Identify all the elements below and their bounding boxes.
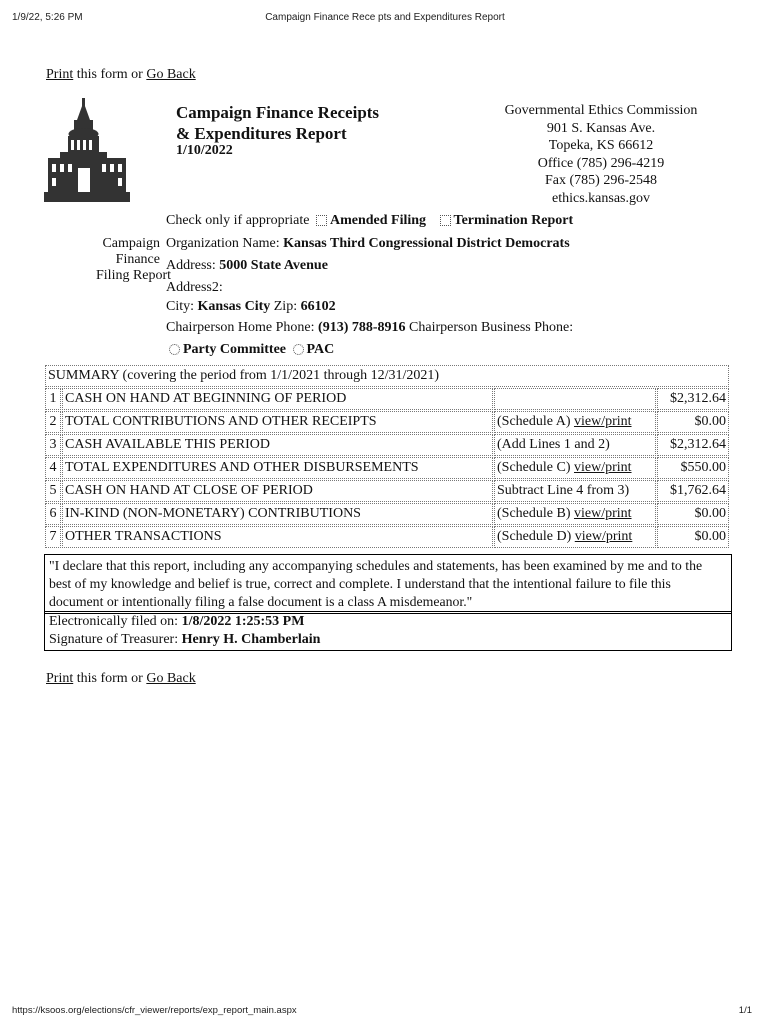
- address-value: 5000 State Avenue: [219, 258, 328, 273]
- side-label-line2: Finance: [115, 252, 160, 267]
- summary-line-label: CASH AVAILABLE THIS PERIOD: [62, 434, 493, 456]
- termination-report-checkbox[interactable]: [440, 215, 451, 226]
- agency-city: Topeka, KS 66612: [548, 138, 654, 153]
- nav-text-bottom: this form or: [73, 671, 147, 686]
- summary-table: [44, 364, 730, 549]
- declaration-text: "I declare that this report, including any accompanying schedules and statements, has been examined by me and to the best of my knowledge and belief is true, correct and complete. I understand that the intentional failure to file this document or intentionally filing a false document is a class A misdemeanor.": [44, 554, 732, 614]
- amended-filing-checkbox[interactable]: [316, 215, 327, 226]
- city-value: Kansas City: [197, 299, 271, 314]
- chair-business-phone-label: Chairperson Business Phone:: [409, 320, 574, 335]
- summary-line-number: 3: [45, 434, 61, 456]
- summary-row: [45, 434, 729, 456]
- zip-label: Zip:: [273, 299, 298, 314]
- nav-text: this form or: [73, 67, 147, 82]
- organization-name-row: [166, 236, 570, 252]
- agency-street: 901 S. Kansas Ave.: [546, 120, 656, 136]
- chair-home-phone-label: Chairperson Home Phone:: [166, 320, 315, 335]
- agency-office-phone: Office (785) 296-4219: [537, 155, 665, 171]
- summary-line-schedule: [494, 480, 656, 502]
- summary-line-number: 5: [45, 480, 61, 502]
- summary-header: SUMMARY (covering the period from 1/1/2021 through 12/31/2021): [45, 365, 729, 387]
- amended-filing-label: Amended Filing: [329, 213, 427, 228]
- summary-line-schedule: [494, 411, 656, 433]
- address2-label: Address2:: [166, 280, 223, 295]
- summary-line-label: TOTAL EXPENDITURES AND OTHER DISBURSEMENTS: [62, 457, 493, 479]
- summary-row: [45, 457, 729, 479]
- summary-row: [45, 526, 729, 548]
- summary-line-number: 6: [45, 503, 61, 525]
- top-nav: [46, 67, 196, 83]
- print-url: https://ksoos.org/elections/cfr_viewer/reports/exp_report_main.aspx: [12, 1005, 297, 1016]
- side-label: [96, 236, 172, 284]
- report-date: 1/10/2022: [176, 143, 233, 158]
- bottom-nav: [46, 671, 196, 687]
- treasurer-signature: Henry H. Chamberlain: [181, 632, 321, 647]
- view-print-link[interactable]: view/print: [573, 460, 632, 475]
- view-print-link[interactable]: view/print: [574, 529, 633, 544]
- agency-name: Governmental Ethics Commission: [504, 103, 698, 118]
- summary-line-number: 7: [45, 526, 61, 548]
- capitol-building-icon: [44, 98, 130, 202]
- print-page-title: Campaign Finance Rece pts and Expenditures Report: [265, 12, 505, 23]
- pac-radio[interactable]: [293, 344, 304, 355]
- pac-label: PAC: [306, 342, 335, 357]
- schedule-label: (Schedule A): [497, 414, 574, 429]
- address-row: [166, 258, 328, 274]
- address2-row: [166, 280, 223, 296]
- organization-name: Kansas Third Congressional District Democrats: [283, 236, 570, 251]
- schedule-label: (Schedule D): [497, 529, 575, 544]
- view-print-link[interactable]: view/print: [573, 414, 632, 429]
- filed-on-label: Electronically filed on:: [49, 614, 179, 629]
- report-title: [176, 102, 379, 144]
- summary-line-label: CASH ON HAND AT BEGINNING OF PERIOD: [62, 388, 493, 410]
- termination-report-label: Termination Report: [453, 213, 574, 228]
- efile-block: [44, 611, 732, 651]
- go-back-link-bottom[interactable]: Go Back: [146, 671, 196, 686]
- print-datetime: 1/9/22, 5:26 PM: [12, 12, 83, 23]
- summary-line-amount: $0.00: [657, 411, 729, 433]
- summary-line-amount: $1,762.64: [657, 480, 729, 502]
- summary-line-amount: $0.00: [657, 526, 729, 548]
- summary-row: [45, 388, 729, 410]
- print-page-number: 1/1: [738, 1005, 752, 1016]
- side-label-line1: Campaign: [102, 236, 160, 251]
- filed-on-row: [49, 613, 727, 631]
- summary-line-number: 2: [45, 411, 61, 433]
- print-link-bottom[interactable]: Print: [46, 671, 74, 686]
- committee-type-row: [166, 342, 334, 358]
- party-committee-radio[interactable]: [169, 344, 180, 355]
- report-title-line2: & Expenditures Report: [176, 124, 347, 143]
- chair-home-phone: (913) 788-8916: [318, 320, 406, 335]
- summary-line-schedule: [494, 526, 656, 548]
- summary-line-schedule: [494, 434, 656, 456]
- agency-info: [460, 102, 742, 207]
- schedule-label: Subtract Line 4 from 3): [497, 483, 630, 498]
- view-print-link[interactable]: view/print: [573, 506, 632, 521]
- summary-row: [45, 503, 729, 525]
- summary-header-row: [45, 365, 729, 387]
- agency-website: ethics.kansas.gov: [552, 190, 650, 206]
- summary-line-number: 4: [45, 457, 61, 479]
- schedule-label: (Schedule C): [497, 460, 574, 475]
- city-zip-row: [166, 299, 336, 315]
- summary-line-schedule: [494, 388, 656, 410]
- summary-line-label: IN-KIND (NON-MONETARY) CONTRIBUTIONS: [62, 503, 493, 525]
- summary-line-label: TOTAL CONTRIBUTIONS AND OTHER RECEIPTS: [62, 411, 493, 433]
- side-label-line3: Filing Report: [96, 268, 172, 283]
- summary-row: [45, 411, 729, 433]
- party-committee-label: Party Committee: [183, 342, 287, 357]
- print-link[interactable]: Print: [46, 67, 74, 82]
- phone-row: [166, 320, 573, 336]
- go-back-link[interactable]: Go Back: [146, 67, 196, 82]
- summary-line-label: OTHER TRANSACTIONS: [62, 526, 493, 548]
- agency-fax: Fax (785) 296-2548: [545, 173, 657, 188]
- summary-row: [45, 480, 729, 502]
- summary-line-amount: $550.00: [657, 457, 729, 479]
- summary-line-schedule: [494, 503, 656, 525]
- summary-line-amount: $2,312.64: [657, 388, 729, 410]
- summary-line-number: 1: [45, 388, 61, 410]
- organization-name-label: Organization Name:: [166, 236, 280, 251]
- summary-line-amount: $0.00: [657, 503, 729, 525]
- summary-line-label: CASH ON HAND AT CLOSE OF PERIOD: [62, 480, 493, 502]
- filing-options: [166, 213, 573, 229]
- city-label: City:: [166, 299, 195, 314]
- filing-options-prefix: Check only if appropriate: [166, 213, 310, 228]
- filed-on-value: 1/8/2022 1:25:53 PM: [181, 614, 305, 629]
- report-title-line1: Campaign Finance Receipts: [176, 103, 380, 122]
- address-label: Address:: [166, 258, 216, 273]
- zip-value: 66102: [300, 299, 336, 314]
- treasurer-signature-label: Signature of Treasurer:: [49, 632, 179, 647]
- summary-line-amount: $2,312.64: [657, 434, 729, 456]
- schedule-label: (Add Lines 1 and 2): [497, 437, 610, 452]
- treasurer-signature-row: [49, 631, 727, 649]
- summary-line-schedule: [494, 457, 656, 479]
- schedule-label: (Schedule B): [497, 506, 574, 521]
